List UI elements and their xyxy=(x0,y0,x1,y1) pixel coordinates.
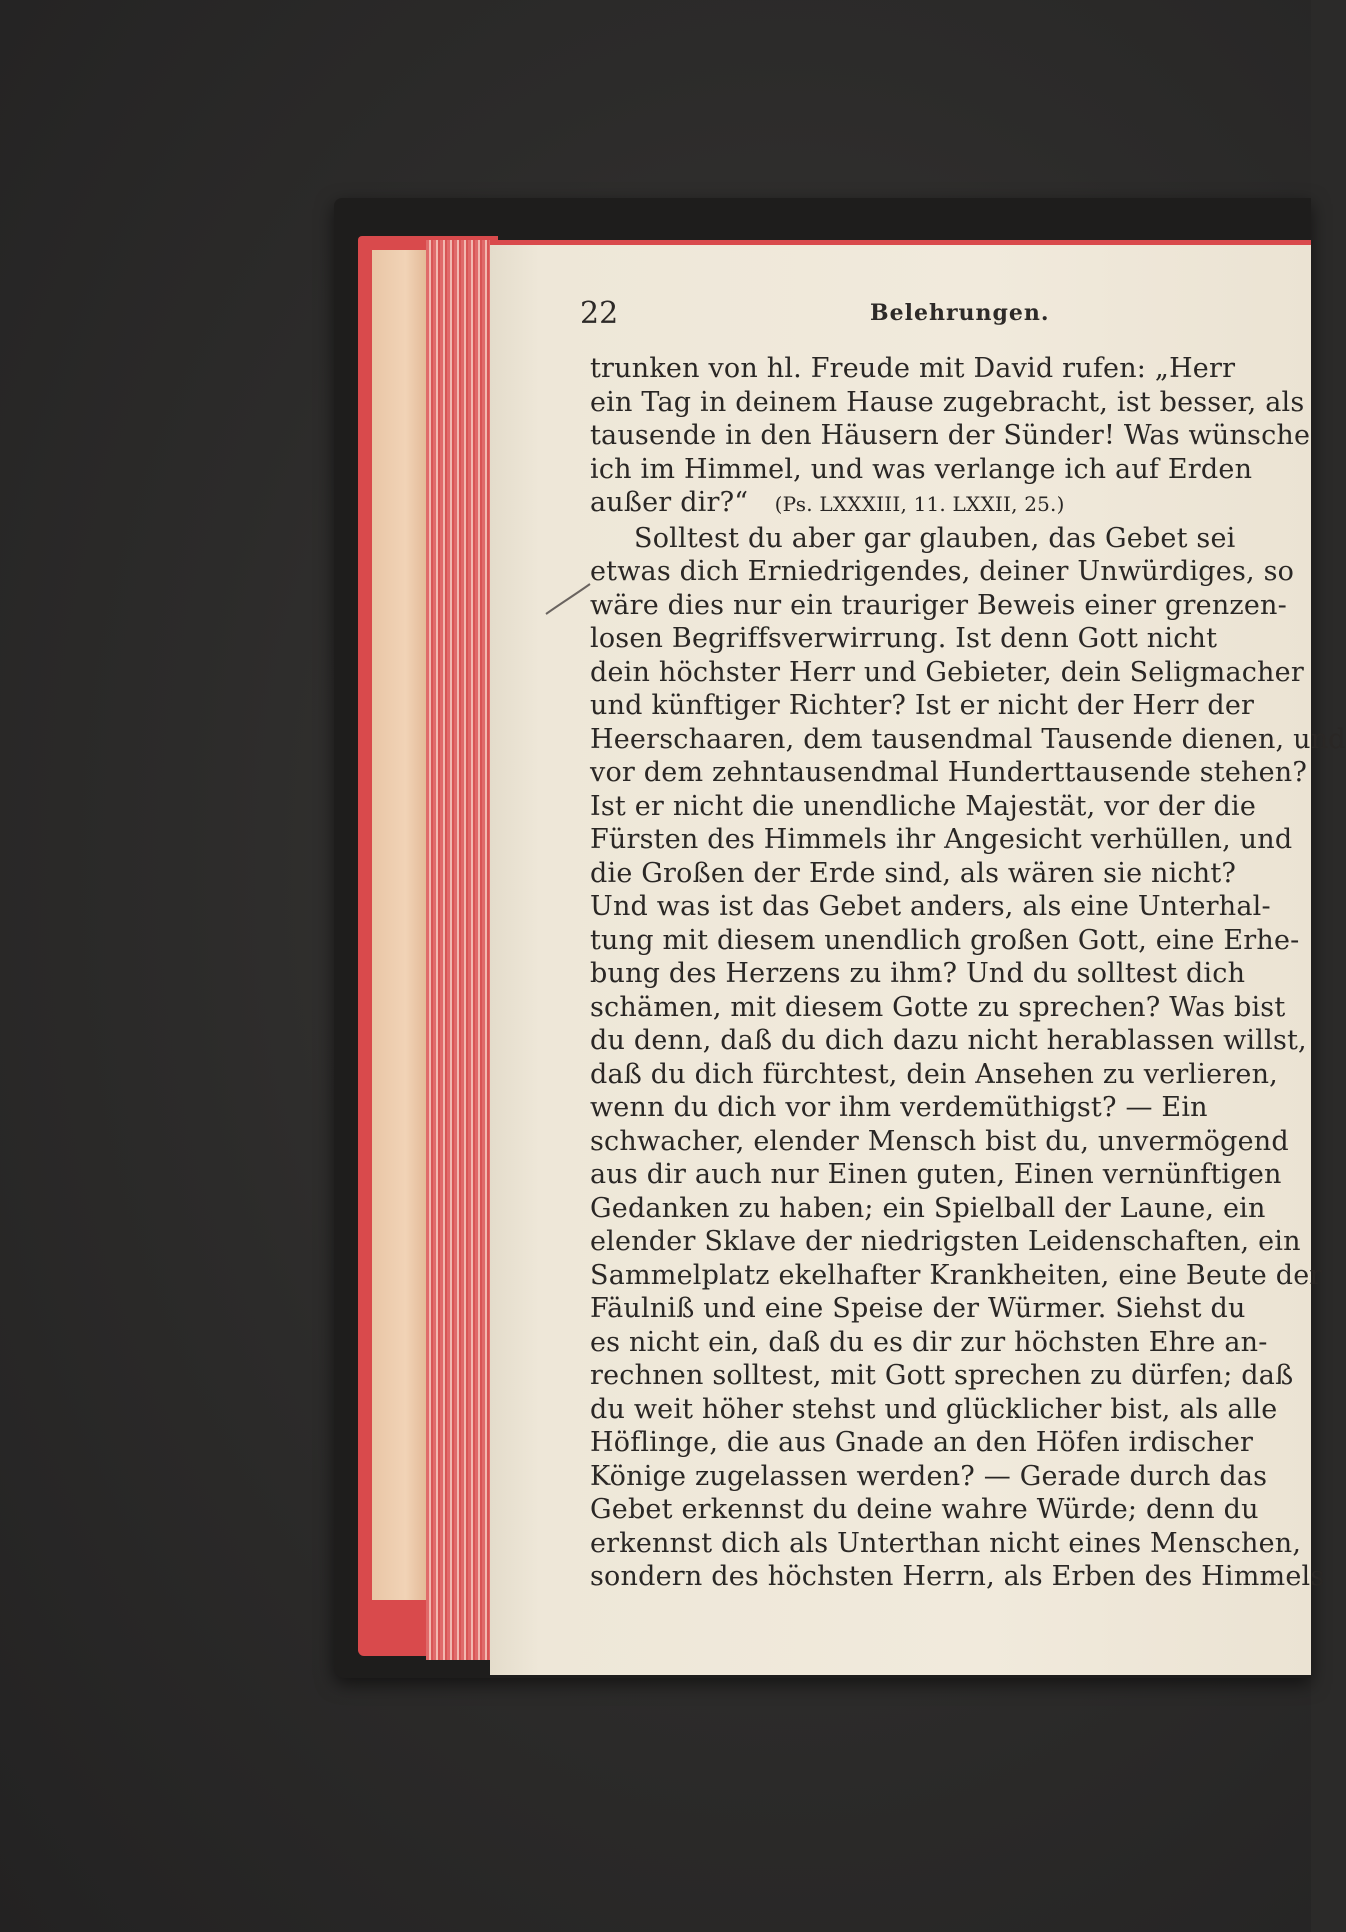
pencil-mark xyxy=(542,580,592,620)
text-line: Fäulniß und eine Speise der Würmer. Siehst du xyxy=(590,1293,1246,1324)
text-line: du weit höher stehst und glücklicher bist, als alle xyxy=(590,1393,1278,1425)
text-line: Und was ist das Gebet anders, als eine Unterhal- xyxy=(590,891,1271,922)
scripture-reference: (Ps. LXXXIII, 11. LXXII, 25.) xyxy=(774,492,1065,516)
text-line: daß du dich fürchtest, dein Ansehen zu verlieren, xyxy=(590,1058,1278,1090)
text-line: Gedanken zu haben; ein Spielball der Laune, ein xyxy=(590,1192,1266,1224)
text-line: etwas dich Erniedrigendes, deiner Unwürdiges, so xyxy=(590,556,1295,587)
text-line: elender Sklave der niedrigsten Leidenschaften, ein xyxy=(590,1226,1301,1257)
text-line: sondern des höchsten Herrn, als Erben des Himmels xyxy=(590,1561,1325,1592)
text-line: Gebet erkennst du deine wahre Würde; denn du xyxy=(590,1494,1259,1525)
text-line: trunken von hl. Freude mit David rufen: „Herr xyxy=(590,353,1236,384)
quote-end: außer dir?“ xyxy=(590,487,749,518)
text-line: aus dir auch nur Einen guten, Einen vernünftigen xyxy=(590,1159,1282,1190)
text-line: Könige zugelassen werden? — Gerade durch das xyxy=(590,1460,1268,1492)
text-line: du denn, daß du dich dazu nicht herablassen willst, xyxy=(590,1025,1307,1056)
text-line: und künftiger Richter? Ist er nicht der Herr der xyxy=(590,690,1255,721)
inner-cover-strip xyxy=(372,250,430,1600)
text-line xyxy=(590,486,1311,522)
page-edges xyxy=(426,240,498,1660)
page-number: 22 xyxy=(580,296,619,331)
text-line: Höflinge, die aus Gnade an den Höfen irdischer xyxy=(590,1427,1254,1458)
text-line: Fürsten des Himmels ihr Angesicht verhüllen, und xyxy=(590,824,1293,855)
text-line: Heerschaaren, dem tausendmal Tausende dienen, und xyxy=(590,723,1346,755)
text-line: dein höchster Herr und Gebieter, dein Seligmacher xyxy=(590,656,1304,688)
text-line: rechnen solltest, mit Gott sprechen zu dürfen; daß xyxy=(590,1360,1294,1391)
body-text xyxy=(590,352,1346,1592)
text-line: es nicht ein, daß du es dir zur höchsten Ehre an- xyxy=(590,1326,1268,1358)
text-line: Solltest du aber gar glauben, das Gebet sei xyxy=(634,522,1236,554)
text-line: Ist er nicht die unendliche Majestät, vor der die xyxy=(590,790,1257,822)
text-line: wäre dies nur ein trauriger Beweis einer grenzen- xyxy=(590,589,1287,621)
text-line: tung mit diesem unendlich großen Gott, eine Erhe- xyxy=(590,924,1300,956)
text-line: wenn du dich vor ihm verdemüthigst? — Ein xyxy=(590,1092,1208,1123)
text-line: erkennst dich als Unterthan nicht eines Menschen, xyxy=(590,1527,1302,1559)
text-line: schwacher, elender Mensch bist du, unvermögend xyxy=(590,1125,1289,1157)
text-line: losen Begriffsverwirrung. Ist denn Gott nicht xyxy=(590,623,1218,654)
text-line: schämen, mit diesem Gotte zu sprechen? Was bist xyxy=(590,991,1286,1023)
text-line: vor dem zehntausendmal Hunderttausende stehen? xyxy=(590,757,1308,788)
text-line: ich im Himmel, und was verlange ich auf Erden xyxy=(590,453,1253,485)
text-line: tausende in den Häusern der Sünder! Was wünsche xyxy=(590,420,1311,451)
page-header xyxy=(580,296,1280,336)
running-head: Belehrungen. xyxy=(870,300,1050,326)
text-line: ein Tag in deinem Hause zugebracht, ist besser, als xyxy=(590,386,1305,418)
text-line: Sammelplatz ekelhafter Krankheiten, eine Beute der xyxy=(590,1259,1323,1291)
text-line: bung des Herzens zu ihm? Und du solltest dich xyxy=(590,958,1246,989)
text-line: die Großen der Erde sind, als wären sie nicht? xyxy=(590,857,1237,889)
